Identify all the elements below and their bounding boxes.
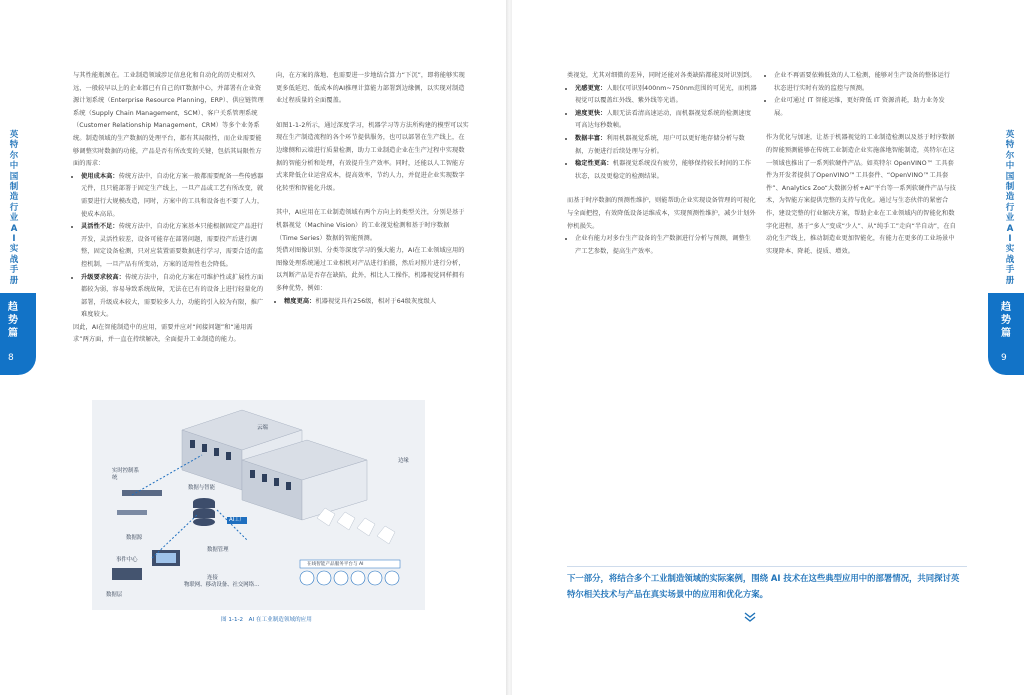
- bullet-text: 机器视觉具有256级，相对于64级灰度级人: [315, 297, 437, 305]
- left-column-2: [276, 70, 470, 308]
- bullet-head: 数据丰富：: [575, 134, 607, 142]
- side-title-char: 手: [1005, 265, 1015, 276]
- side-title-char: A: [10, 223, 18, 234]
- bullet-item: [284, 296, 470, 309]
- side-title-char: 特: [1005, 140, 1015, 151]
- bullet-item: [81, 171, 266, 221]
- label-data-layer: 数据层: [106, 592, 123, 598]
- side-title-char: 实: [1005, 244, 1015, 255]
- side-title-char: 业: [9, 213, 19, 224]
- side-title-char: 战: [9, 254, 19, 265]
- bullet-text: 传统方法中，自动化方案在可维护性或扩展性方面都较为弱，容易导致系统故障，无法在已有的设备上进行轻量化的部署，升级成本较大，需要较多人力，功能的引入较为有限，推广难度较大。: [81, 273, 264, 319]
- bullet-head: 升级要求较高：: [81, 273, 126, 281]
- label-ai: AI工厂: [229, 517, 246, 523]
- label-data-mgmt: 数据管理: [207, 547, 229, 553]
- bullet-head: 速度更快：: [575, 109, 607, 117]
- side-title-char: 实: [9, 244, 19, 255]
- section-tab-right[interactable]: [988, 293, 1024, 375]
- side-title-char: 行: [1005, 202, 1015, 213]
- bullet-text: 企业有能力对多台生产设备的生产数据进行分析与预测，调整生产工艺参数，提高生产效率。: [575, 235, 752, 255]
- side-title-char: I: [12, 234, 16, 245]
- label-connect: 连接: [207, 575, 218, 581]
- side-title-char: 特: [9, 140, 19, 151]
- paragraph: 而基于时序数据的预测性维护，则能帮助企业实现设备管理的可视化与全面把控，有效降低设备运维成本，实现预测性维护，减少计划外停机损失。: [567, 197, 756, 230]
- bullet-text: 机器视觉系统没有疲劳，能够保持较长时间的工作状态，以及更稳定的检测结果。: [575, 160, 752, 180]
- bullet-text: 传统方法中，自动化方案基本只能根据固定产品进行开发，灵活性较差，设备可能存在部署问题，需要投产后进行调整，固定设备检测，只对应装置需要数据进行学习，需要合适的监控机制，一旦产品有所变动，方案的适用性也会降低。: [81, 223, 264, 268]
- bullet-item: [81, 221, 266, 271]
- side-title-char: 业: [1005, 213, 1015, 224]
- bullet-item: [575, 158, 757, 183]
- left-page: [0, 0, 507, 695]
- paragraph: 其中，AI应用在工业制造领域有两个方向上的类型关注，分别是基于机器视觉（Machine Vision）的工业视觉检测和基于时序数据（Time Series）数据的智能预测。: [276, 209, 465, 242]
- paragraph: 向，在方案的落地、也需要进一步地结合算力“下沉”，即将能够实现更多低延迟、低成本的AI推理计算能力部署到边缘侧，以实现对制造业过程质量的全面覆盖。: [276, 72, 465, 105]
- bullet-text: 人眼仅可识别400nm~750nm范围的可见光，而机器视觉可以覆盖红外线、紫外线等光谱。: [575, 84, 757, 105]
- side-title-char: 英: [1005, 130, 1015, 140]
- label-cloud: 云端: [257, 425, 268, 431]
- paragraph: 如图1-1-2所示，通过深度学习，机器学习等方法所构建的模型可以实现在生产制造流程的各个环节提供服务，也可以部署在生产线上，在边缘侧和云端进行质量检测，助力工业制造企业在生产过程中实现数据的智能分析和处理，有效提升生产效率。同时，还能以人工智能方式来降低企业运营成本，提高效率，节约人力，并促进企业实现数字化转型和智能化升级。: [276, 121, 469, 192]
- label-realtime: 实时控制系统: [112, 468, 139, 481]
- bullet-head: 精度更高：: [284, 297, 316, 305]
- section-tab-label: 趋势篇: [8, 302, 18, 339]
- side-title-right: [1004, 130, 1016, 286]
- left-column-1: [73, 70, 266, 347]
- bullet-item: [575, 133, 757, 158]
- bullet-text: 人眼无法看清高速运动，而机器视觉系统的检测速度可高达每秒数帧。: [575, 109, 752, 130]
- bullet-item: [575, 108, 757, 133]
- bullet-text: 企业可通过 IT 智能运维，更好降低 IT 资源消耗，助力业务发展。: [774, 97, 945, 117]
- chevron-down-icon[interactable]: [744, 612, 756, 624]
- page-number-left: 8: [8, 353, 14, 363]
- paragraph: 凭借对图像识别、分类等深度学习的强大能力，AI在工业领域应用的图像处理系统通过工业相机对产品进行拍摄，然后对照片进行分析，以判断产品是否存在缺陷，此外，相比人工操作，机器视觉同样拥有多种优势，例如：: [276, 247, 465, 292]
- side-title-char: 尔: [9, 150, 19, 161]
- side-title-char: 英: [9, 130, 19, 140]
- side-title-char: 制: [1005, 182, 1015, 193]
- bullet-item: [81, 272, 266, 322]
- paragraph: 类视觉，尤其对细微的差异，同时还能对各类缺陷都能及时识别到。: [567, 72, 756, 79]
- bullet-item: [774, 70, 956, 95]
- bullet-head: 稳定性更高：: [575, 160, 613, 168]
- section-tab-left[interactable]: [0, 293, 36, 375]
- figure-caption: 图 1-1-2 AI 在工业制造领域的应用: [221, 617, 312, 623]
- side-title-char: 造: [9, 192, 19, 203]
- side-title-char: 尔: [1005, 150, 1015, 161]
- side-title-char: 中: [9, 161, 19, 172]
- bullet-head: 光感更宽：: [575, 84, 607, 92]
- bullet-text: 传统方法中，自动化方案一般都需要配备一些传感器元件，且只能部署于固定生产线上，一旦产品或工艺有所改变，就需要进行大规模改造，同时，方案中的工具和设备也不要了人力，使成本高昂。: [81, 172, 264, 218]
- summary-text: 下一部分，将结合多个工业制造领域的实际案例，围绕 AI 技术在这些典型应用中的部署情况，共同探讨英特尔相关技术与产品在真实场景中的应用和优化方案。: [567, 573, 960, 599]
- side-title-char: A: [1006, 223, 1014, 234]
- page-number-right: 9: [1001, 353, 1007, 363]
- bullet-item: [575, 233, 757, 258]
- bullet-head: 灵活性不足：: [81, 223, 119, 231]
- section-tab-label: 趋势篇: [1001, 302, 1011, 339]
- factory-diagram: [92, 400, 425, 610]
- side-title-char: 中: [1005, 161, 1015, 172]
- side-title-char: 手: [9, 265, 19, 276]
- side-title-char: 制: [9, 182, 19, 193]
- side-title-char: 册: [9, 275, 19, 286]
- label-event: 事件中心: [116, 557, 138, 563]
- side-title-char: 国: [1005, 171, 1015, 182]
- bullet-text: 利用机器视觉系统，用户可以更好地存储分析与数据，方便进行后续处理与分析。: [575, 134, 745, 155]
- right-column-2: [766, 70, 956, 258]
- bullet-item: [774, 95, 956, 120]
- paragraph: 作为优化与加速，让基于机器视觉的工业制造检测以及基于时序数据的智能预测能够在传统工业制造企业实施落地智能制造，英特尔在这一领域也推出了一系列软硬件产品。如英特尔 OpenVINO™ 工具套件为开发者提供了OpenVINO™工具套件、“OpenVINO™工具套件”、Analytics Zoo“大数据分析+AI”平台等一系列软硬件产品与技术，为智能方案提供完整的支持与优化。通过与生态伙伴的紧密合作，建设完整的行业解决方案，帮助企业在工业领域内的智能化和数字化进程，基于“多人”变成“少人”、从“纯手工”走向“半自动”，在自动化生产线上，推动制造业更加智能化，有能力在更多的工业场景中实现降本、降耗、提质、增效。: [766, 134, 956, 255]
- label-data-ai: 数据与智能: [188, 485, 215, 491]
- side-title-char: 册: [1005, 275, 1015, 286]
- side-title-left: [8, 130, 20, 286]
- side-title-char: I: [1008, 234, 1012, 245]
- label-data: 数据源: [126, 535, 143, 541]
- side-title-char: 造: [1005, 192, 1015, 203]
- right-column-1: [567, 70, 757, 258]
- label-iot: 物联网、移动设备、社交网络…: [184, 582, 260, 588]
- summary-divider: [567, 566, 967, 567]
- bullet-head: 使用成本高：: [81, 172, 119, 180]
- side-title-char: 国: [9, 171, 19, 182]
- chevron-down-icon-graphic: [744, 612, 756, 622]
- bullet-text: 企业不再需要依赖低效的人工检测，能够对生产设备的整体运行状态进行实时有效的监控与预测。: [774, 72, 951, 92]
- label-edge: 边缘: [398, 458, 409, 464]
- side-title-char: 行: [9, 202, 19, 213]
- paragraph: 与其性能瓶颈在。工业制造领域涉足信息化和自动化的历史相对久远，一般较早以上的企业都已有自己的IT数据中心，并部署有企业资源计划系统（Enterprise Resource Planning，ERP）、供应链管理系统（Supply Chain Management，SCM）、客户关系管理系统（Customer Relationship Management，CRM）等多个业务系统。制造领域的生产数据的处理平台，都有其局限性，而企业需要能够调整实时数据的功能，产品是否有所改变的关键，包括其局限性方面的需求：: [73, 72, 264, 168]
- label-platform: 在线智能产品服务平台与 AI: [307, 562, 364, 567]
- side-title-char: 战: [1005, 254, 1015, 265]
- paragraph: 因此，AI在智能制造中的应用，需要并应对“间接问题”和“通用需求”两方面，并一直在持续解决，全面提升工业制造的能力。: [73, 323, 253, 344]
- bullet-item: [575, 83, 757, 108]
